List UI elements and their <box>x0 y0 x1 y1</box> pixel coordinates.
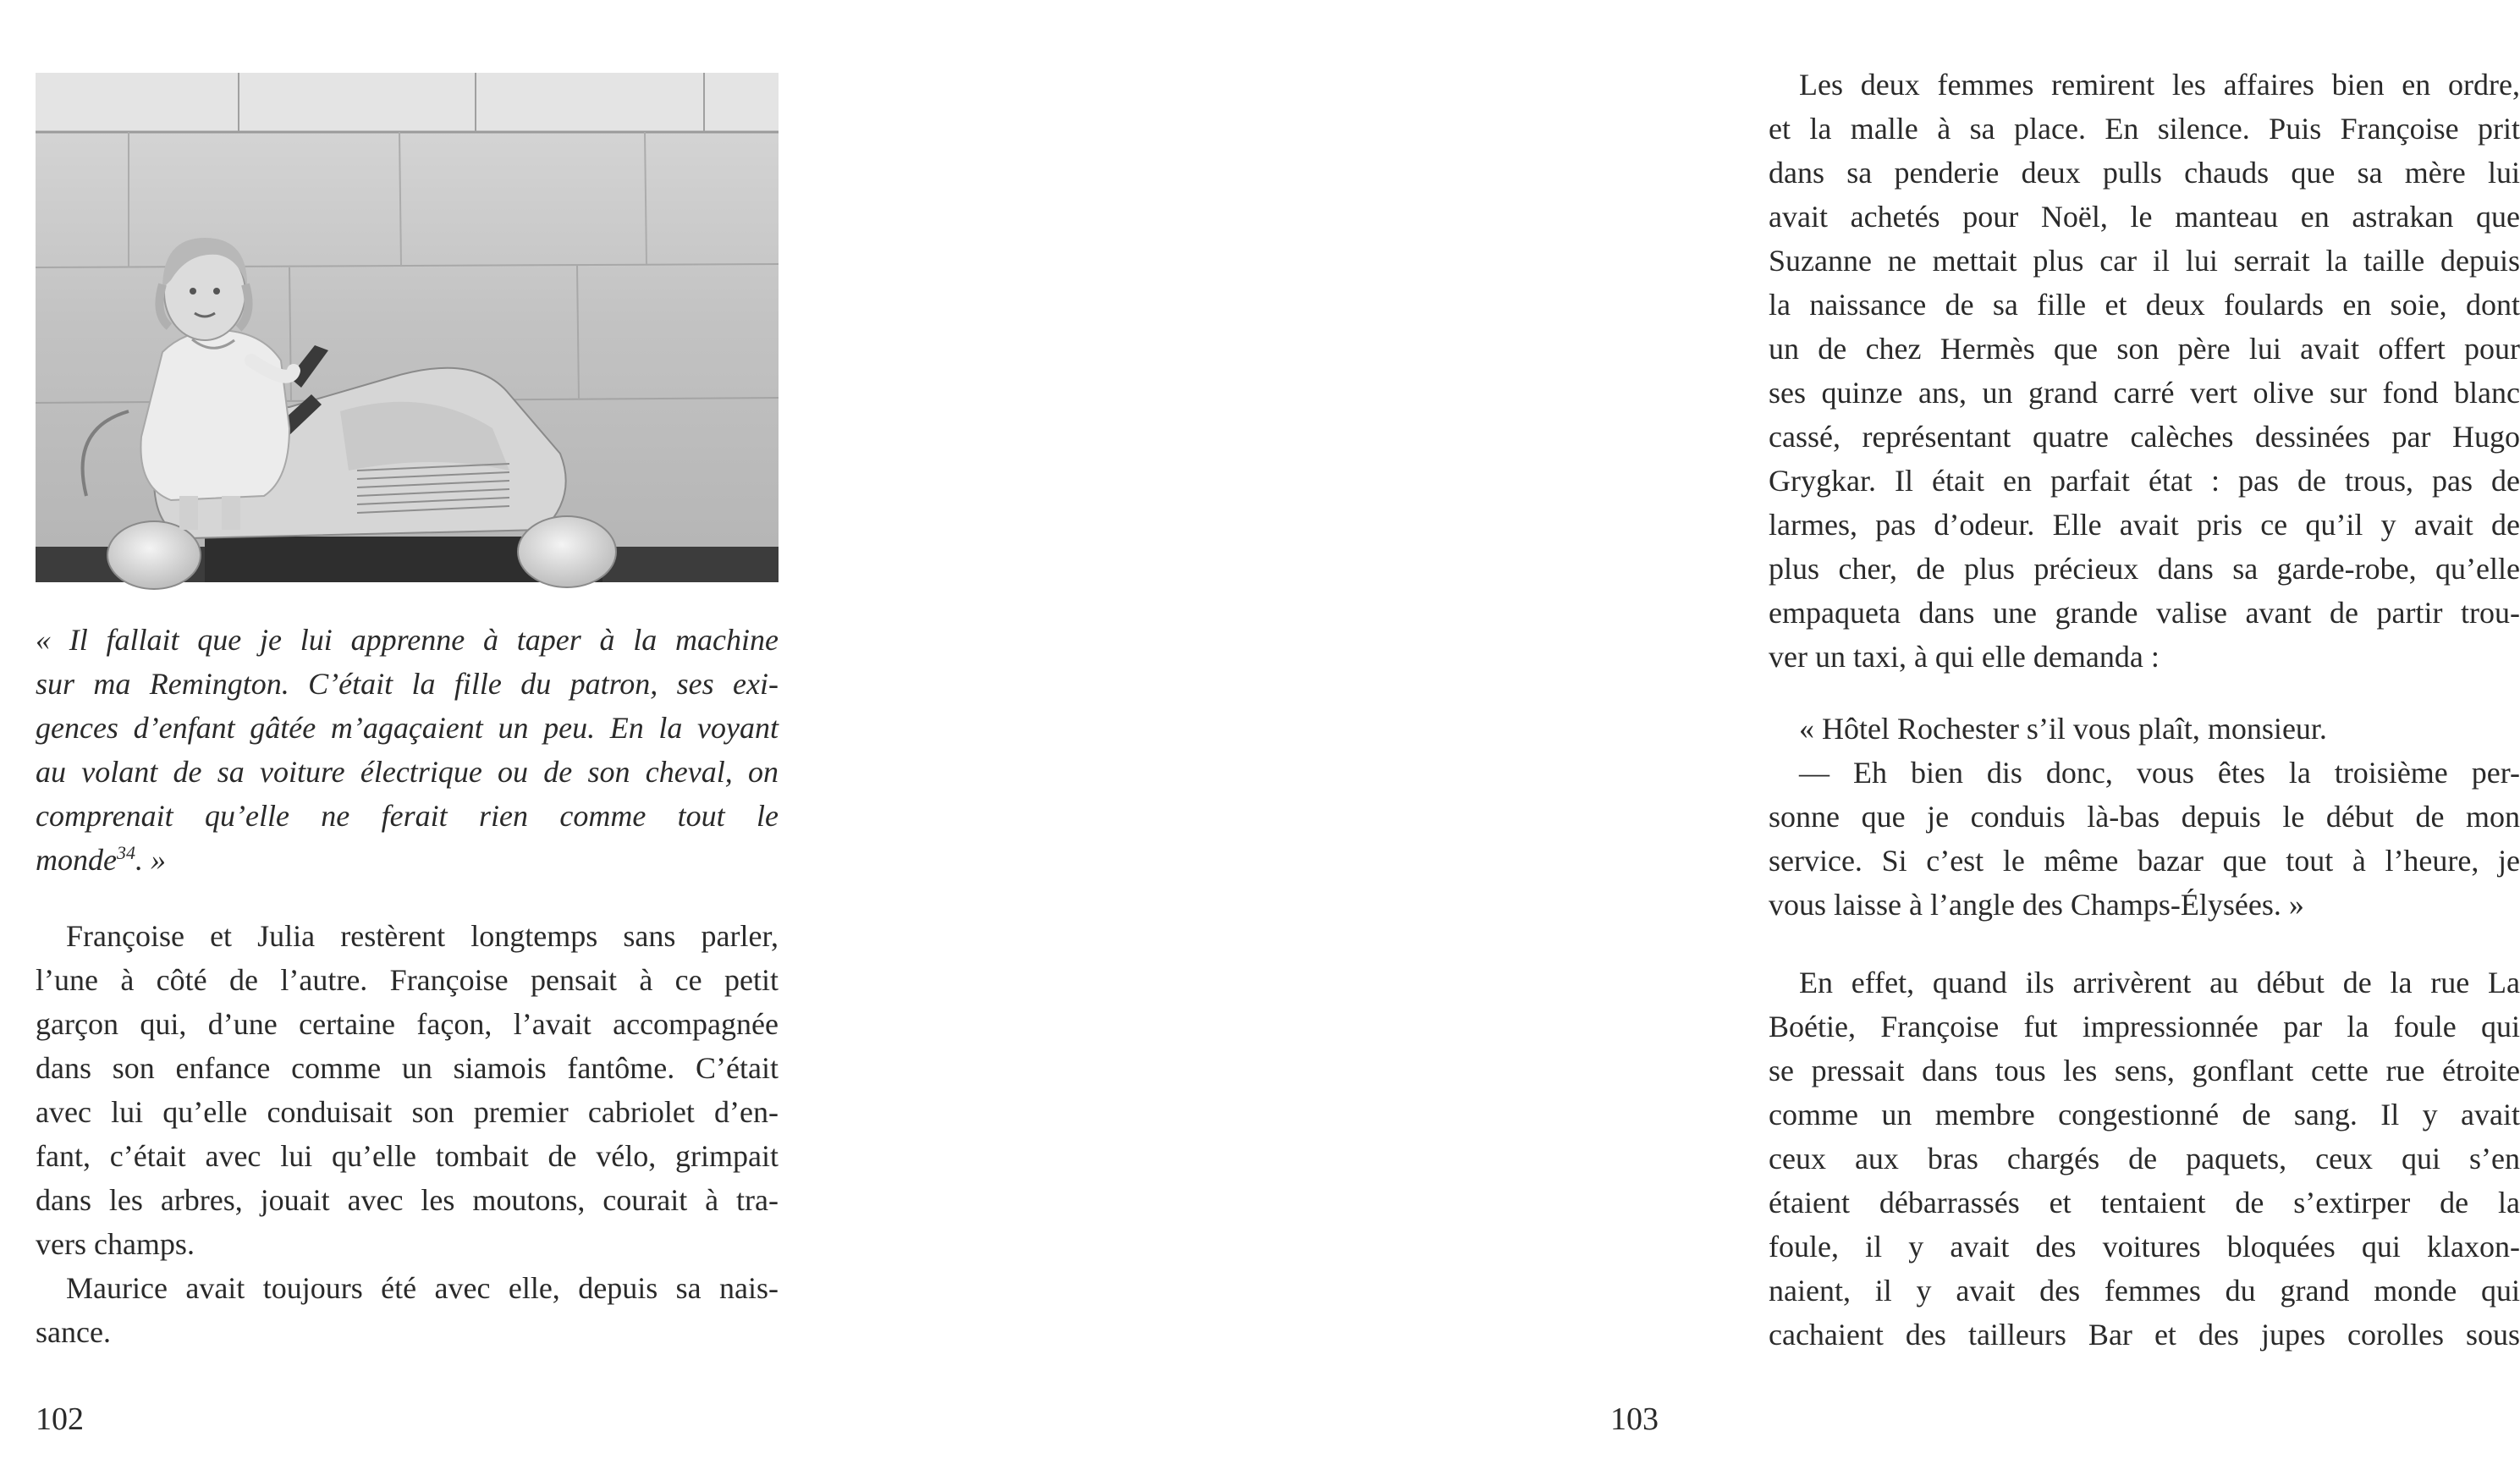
text-line: l’une à côté de l’autre. Françoise pensait à ce petit <box>36 963 779 997</box>
caption-line: comprenait qu’elle ne ferait rien comme tout le <box>36 799 779 833</box>
text-line: En effet, quand ils arrivèrent au début de la rue La <box>1799 966 2520 999</box>
text-line: foule, il y avait des voitures bloquées qui klaxon- <box>1769 1230 2520 1264</box>
caption-last-line <box>36 838 779 882</box>
text-line: cassé, représentant quatre calèches dessinées par Hugo <box>1769 420 2520 454</box>
text-line: vers champs. <box>36 1227 195 1261</box>
caption-line: « Il fallait que je lui apprenne à taper à la machine <box>36 623 779 657</box>
caption-end: . » <box>135 843 166 877</box>
left-body-text <box>36 914 779 1354</box>
photo-girl-pedal-car <box>36 73 779 582</box>
right-paragraph-3 <box>1769 961 2520 1357</box>
left-page <box>0 0 846 1481</box>
text-line: avec lui qu’elle conduisait son premier cabriolet d’en- <box>36 1095 779 1129</box>
text-line: comme un membre congestionné de sang. Il y avait <box>1769 1098 2520 1131</box>
text-line: garçon qui, d’une certaine façon, l’avait accompagnée <box>36 1007 779 1041</box>
text-line: larmes, pas d’odeur. Elle avait pris ce qu’il y avait de <box>1769 508 2520 542</box>
right-paragraph-1 <box>1769 63 2520 679</box>
caption-line: gences d’enfant gâtée m’agaçaient un peu. En la voyant <box>36 711 779 745</box>
text-line: dans les arbres, jouait avec les moutons, courait à tra- <box>36 1183 779 1217</box>
text-line: avait achetés pour Noël, le manteau en astrakan que <box>1769 200 2520 234</box>
right-dialogue <box>1769 707 2520 927</box>
page-number-left: 102 <box>36 1401 84 1437</box>
caption-line: au volant de sa voiture électrique ou de son cheval, on <box>36 755 779 789</box>
text-line: dans son enfance comme un siamois fantôme. C’était <box>36 1051 779 1085</box>
text-line: la naissance de sa fille et deux foulards en soie, dont <box>1769 288 2520 322</box>
text-line: ses quinze ans, un grand carré vert olive sur fond blanc <box>1769 376 2520 410</box>
right-page <box>846 0 2520 1481</box>
text-line: ceux aux bras chargés de paquets, ceux qui s’en <box>1769 1142 2520 1175</box>
text-line: service. Si c’est le même bazar que tout à l’heure, je <box>1769 844 2520 878</box>
text-line: Boétie, Françoise fut impressionnée par la foule qui <box>1769 1010 2520 1043</box>
text-line: « Hôtel Rochester s’il vous plaît, monsieur. <box>1799 712 2327 746</box>
text-line: un de chez Hermès que son père lui avait offert pour <box>1769 332 2520 366</box>
text-line: dans sa penderie deux pulls chauds que sa mère lui <box>1769 156 2520 190</box>
photograph <box>36 73 779 582</box>
text-line: fant, c’était avec lui qu’elle tombait de vélo, grimpait <box>36 1139 779 1173</box>
text-line: — Eh bien dis donc, vous êtes la troisième per- <box>1799 756 2520 790</box>
text-line: naient, il y avait des femmes du grand monde qui <box>1769 1274 2520 1308</box>
text-line: Grygkar. Il était en parfait état : pas de trous, pas de <box>1769 464 2520 498</box>
text-line: ver un taxi, à qui elle demanda : <box>1769 640 2160 674</box>
text-line: cachaient des tailleurs Bar et des jupes corolles sous <box>1769 1318 2520 1352</box>
photo-caption <box>36 618 779 882</box>
text-line: Maurice avait toujours été avec elle, depuis sa nais- <box>66 1271 779 1305</box>
text-line: vous laisse à l’angle des Champs-Élysées. » <box>1769 888 2304 922</box>
text-line: se pressait dans tous les sens, gonflant cette rue étroite <box>1769 1054 2520 1087</box>
text-line: sonne que je conduis là-bas depuis le début de mon <box>1769 800 2520 834</box>
text-line: Suzanne ne mettait plus car il lui serrait la taille depuis <box>1769 244 2520 278</box>
text-line: sance. <box>36 1315 111 1349</box>
text-line: Françoise et Julia restèrent longtemps sans parler, <box>66 919 779 953</box>
text-line: Les deux femmes remirent les affaires bien en ordre, <box>1799 68 2520 102</box>
text-line: empaqueta dans une grande valise avant de partir trou- <box>1769 596 2520 630</box>
caption-last-word: monde <box>36 843 117 877</box>
footnote-ref: 34 <box>116 842 135 863</box>
text-line: étaient débarrassés et tentaient de s’extirper de la <box>1769 1186 2520 1219</box>
page-number-right: 103 <box>1610 1401 1659 1437</box>
caption-line: sur ma Remington. C’était la fille du patron, ses exi- <box>36 667 779 701</box>
text-line: et la malle à sa place. En silence. Puis Françoise prit <box>1769 112 2520 146</box>
text-line: plus cher, de plus précieux dans sa garde-robe, qu’elle <box>1769 552 2520 586</box>
